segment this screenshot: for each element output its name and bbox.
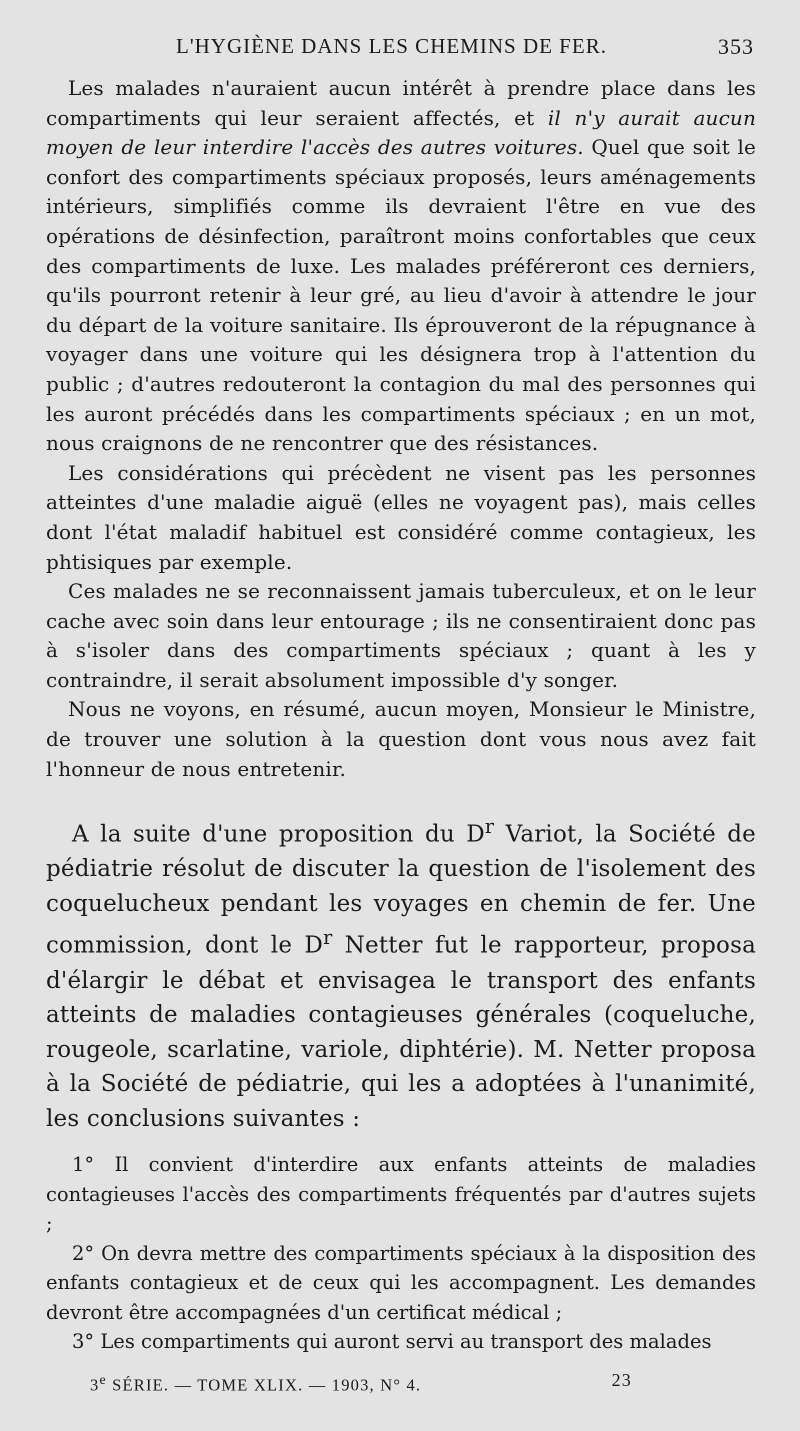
footer-series [90, 1372, 421, 1396]
superscript: r [323, 926, 333, 950]
conclusion-item: 1° Il convient d'interdire aux enfants atteints de maladies contagieuses l'accès des compartiments fréquentés par d'autres sujets ; [46, 1153, 756, 1236]
conclusions-list [46, 1150, 756, 1357]
paragraph: Nous ne voyons, en résumé, aucun moyen, Monsieur le Ministre, de trouver une solution à la question dont vous nous avez fait l'honneur de nous entretenir. [46, 697, 756, 781]
emphasis-text: il n'y aurait aucun moyen de leur interdire l'accès des autres voitures. [46, 105, 756, 160]
superscript: e [99, 1372, 107, 1387]
paragraph [46, 810, 756, 1136]
page-footer [90, 1372, 690, 1402]
paragraph-text: Variot, la Société de pédiatrie résolut de discuter la question de l'isolement des coquelucheux pendant les voyages en chemin de fer. Une commission, dont le D [46, 821, 756, 960]
series-number: 3 [90, 1375, 100, 1395]
page-number: 353 [718, 34, 754, 59]
paragraph-text: Les malades n'auraient aucun intérêt à prendre place dans les compartiments qui leur seraient affectés, et [46, 76, 756, 130]
paragraph-text: Netter fut le rapporteur, proposa d'élargir le débat et envisagea le transport des enfants atteints de maladies contagieuses générales (coqueluche, rougeole, scarlatine, variole, diphtérie). M. Netter proposa à la Société de pédiatrie, qui les a adoptées à l'unanimité, les conclusions suivantes : [46, 933, 756, 1132]
paragraph: Les considérations qui précèdent ne visent pas les personnes atteintes d'une maladie aiguë (elles ne voyagent pas), mais celles dont l'état maladif habituel est considéré comme contagieux, les phtisiques par exemple. [46, 460, 756, 574]
series-text: SÉRIE. — TOME XLIX. — 1903, N° 4. [106, 1375, 422, 1395]
superscript: r [484, 815, 495, 839]
letter-text [46, 74, 756, 784]
paragraph: Ces malades ne se reconnaissent jamais tuberculeux, et on le leur cache avec soin dans leur entourage ; ils ne consentiraient donc pas à s'isoler dans des compartiments spéciaux ; quant à les y contraindre, il serait absolument impossible d'y songer. [46, 579, 756, 692]
conclusion-item: 2° On devra mettre des compartiments spéciaux à la disposition des enfants contagieux et de ceux qui les accompagnent. Les demandes devront être accompagnées d'un certificat médical ; [46, 1241, 756, 1324]
running-head [46, 34, 756, 74]
paragraph-text: A la suite d'une proposition du D [72, 821, 485, 848]
running-title: L'HYGIÈNE DANS LES CHEMINS DE FER. [176, 34, 607, 58]
paragraph-text: Quel que soit le confort des compartiments spéciaux proposés, leurs aménagements intérieurs, simplifiés comme ils devraient l'être en vue des opérations de désinfection, paraîtront moins confortables que ceux des compartiments de luxe. Les malades préféreront ces derniers, qu'ils pourront retenir à leur gré, au lieu d'avoir à attendre le jour du départ de la voiture sanitaire. Ils éprouveront de la répugnance à voyager dans une voiture qui les désignera trop à l'attention du public ; d'autres redouteront la contagion du mal des personnes qui les auront précédés dans les compartiments spéciaux ; en un mot, nous craignons de ne rencontrer que des résistances. [46, 135, 757, 456]
sheet-number: 23 [611, 1370, 632, 1390]
conclusion-item: 3° Les compartiments qui auront servi au transport des malades [72, 1330, 712, 1354]
main-text [46, 810, 756, 1136]
paragraph [46, 74, 756, 459]
